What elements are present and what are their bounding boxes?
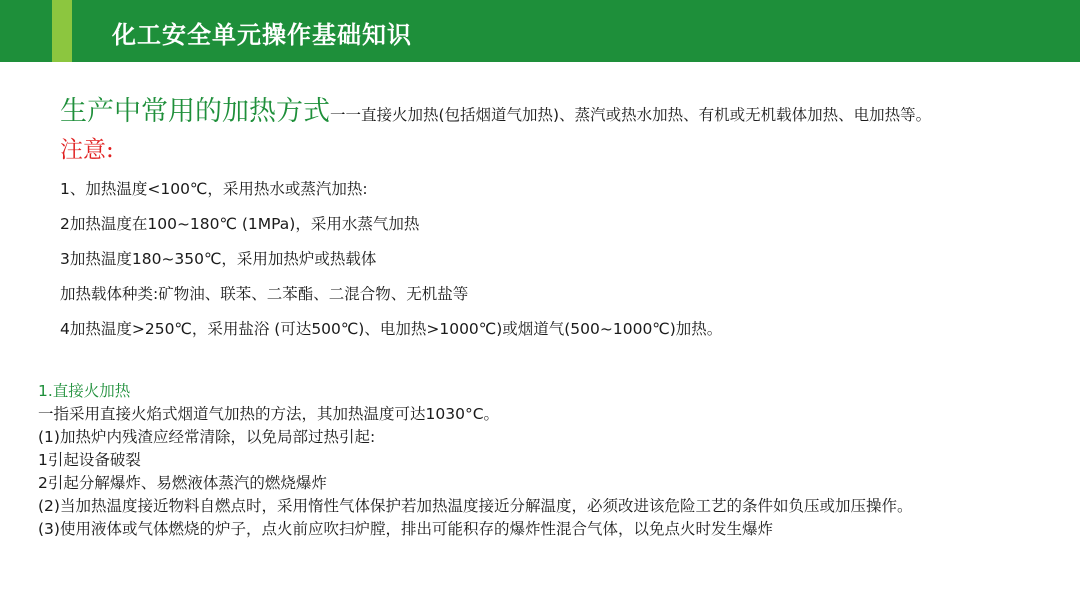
section-line: 1引起设备破裂	[38, 451, 141, 469]
slide-title: 化工安全单元操作基础知识	[112, 21, 412, 49]
direct-fire-section	[38, 380, 1023, 541]
note-item: 加热载体种类:矿物油、联苯、二苯酯、二混合物、无机盐等	[60, 285, 469, 303]
section-line: (1)加热炉内残渣应经常清除，以免局部过热引起:	[38, 428, 376, 446]
intro-heading: 生产中常用的加热方式	[60, 96, 330, 127]
section-line: 2引起分解爆炸、易燃液体蒸汽的燃烧爆炸	[38, 474, 327, 492]
section-line: (3)使用液体或气体燃烧的炉子，点火前应吹扫炉膛，排出可能积存的爆炸性混合气体，以免点火时发生爆炸	[38, 520, 773, 538]
note-item: 1、加热温度<100℃，采用热水或蒸汽加热:	[60, 180, 368, 198]
header-accent-stripe	[52, 0, 72, 62]
note-item: 3加热温度180~350℃，采用加热炉或热载体	[60, 250, 377, 268]
header-accent-block	[0, 0, 52, 62]
section-title: 1.直接火加热	[38, 382, 131, 400]
note-item: 2加热温度在100~180℃ (1MPa)，采用水蒸气加热	[60, 215, 420, 233]
section-line: 一指采用直接火焰式烟道气加热的方法，其加热温度可达1030°C。	[38, 405, 500, 423]
intro-text: 一一直接火加热(包括烟道气加热)、蒸汽或热水加热、有机或无机载体加热、电加热等。	[330, 106, 932, 124]
note-label: 注意:	[60, 137, 114, 163]
section-line: (2)当加热温度接近物料自燃点时，采用惰性气体保护若加热温度接近分解温度，必须改进该危险工艺的条件如负压或加压操作。	[38, 497, 913, 515]
intro-paragraph	[60, 98, 1025, 129]
note-item: 4加热温度>250℃，采用盐浴 (可达500℃)、电加热>1000℃)或烟道气(500~1000℃)加热。	[60, 320, 723, 338]
main-content	[60, 98, 1025, 339]
